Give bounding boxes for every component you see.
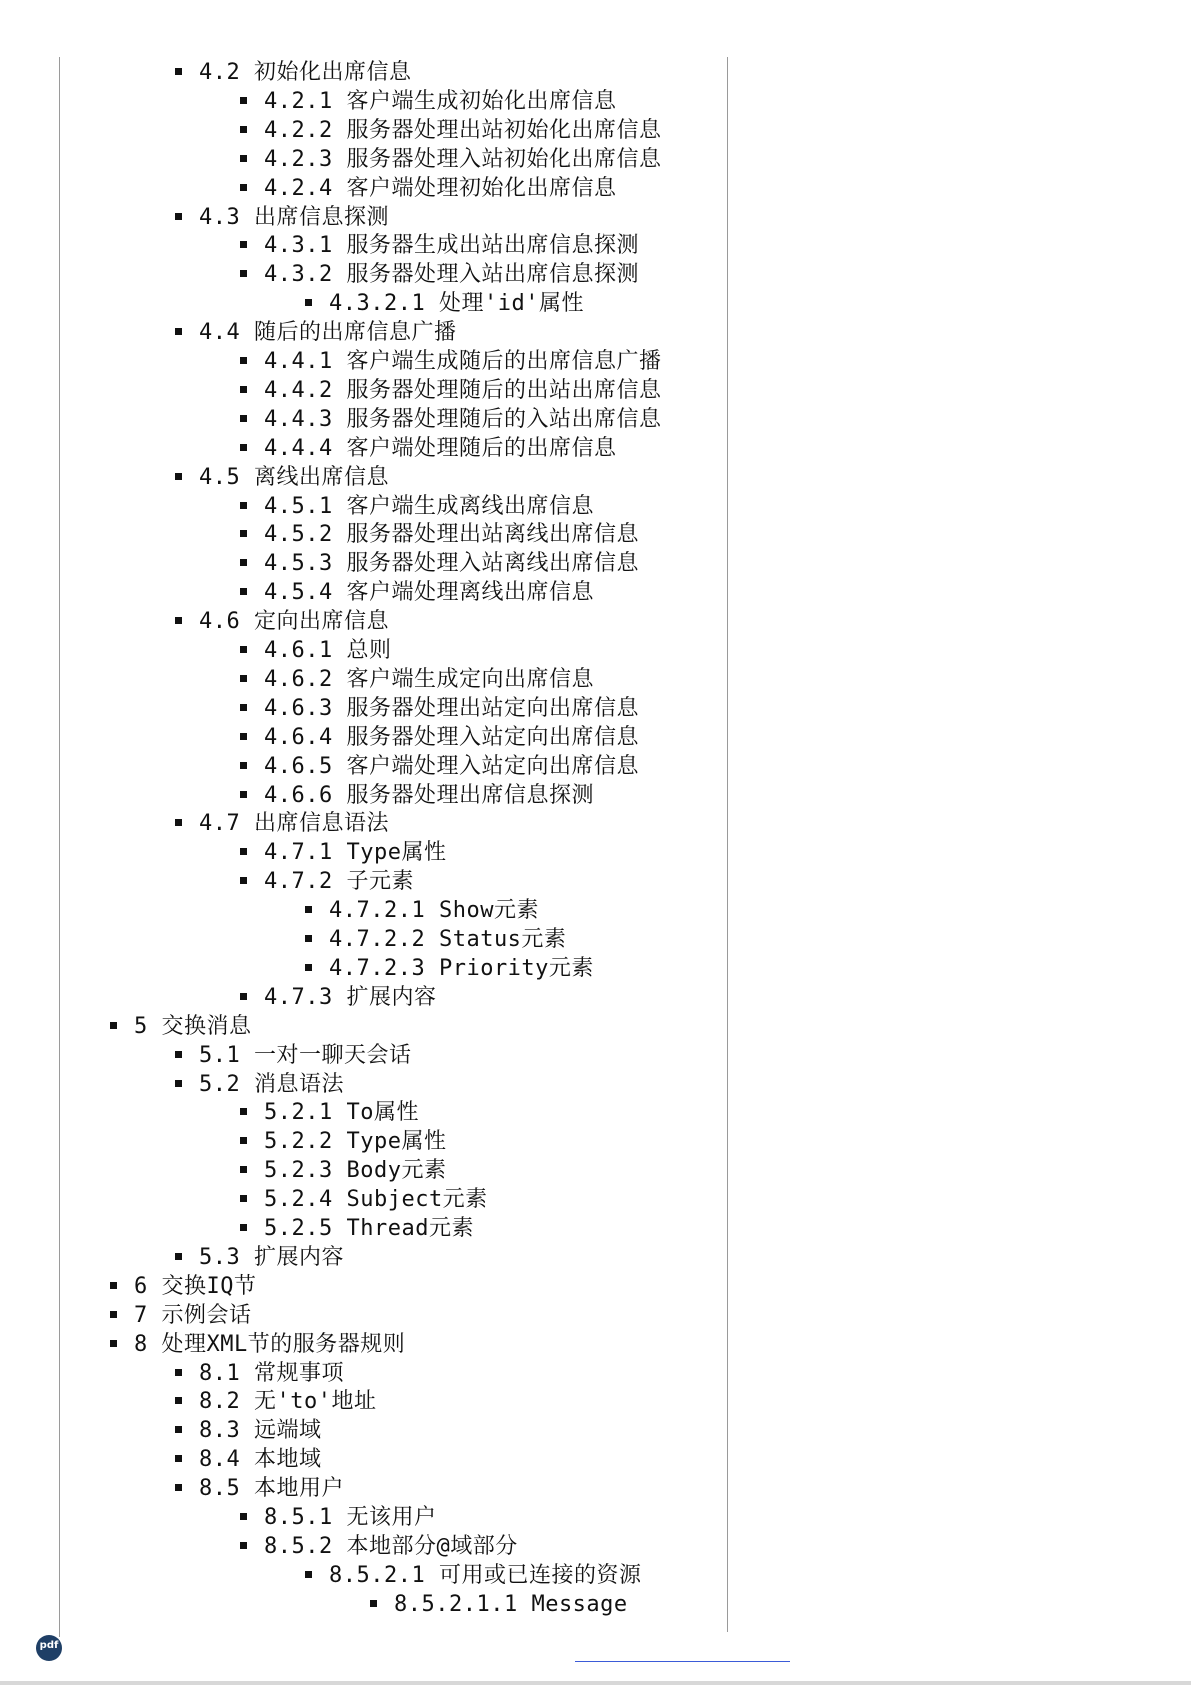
bullet-icon <box>175 617 182 624</box>
toc-entry-label: 4.6.6 服务器处理出席信息探测 <box>264 783 594 808</box>
bullet-icon <box>240 97 247 104</box>
bullet-icon <box>240 155 247 162</box>
toc-entry-label: 8.5.1 无该用户 <box>264 1505 437 1530</box>
toc-entry-label: 8 处理XML节的服务器规则 <box>134 1332 406 1357</box>
bullet-icon <box>175 1397 182 1404</box>
toc-entry-label: 4.3 出席信息探测 <box>199 205 389 230</box>
bullet-icon <box>240 704 247 711</box>
toc-entry-label: 8.2 无'to'地址 <box>199 1389 377 1414</box>
pdf-logo-text: pdf <box>39 1640 59 1651</box>
bullet-icon <box>110 1340 117 1347</box>
toc-entry-label: 5.1 一对一聊天会话 <box>199 1043 412 1068</box>
toc-entry-label: 4.4.1 客户端生成随后的出席信息广播 <box>264 349 662 374</box>
footer-link-underline[interactable] <box>575 1661 790 1662</box>
toc-entry-label: 4.4.4 客户端处理随后的出席信息 <box>264 436 617 461</box>
bullet-icon <box>240 1166 247 1173</box>
toc-entry-label: 4.3.2.1 处理'id'属性 <box>329 291 584 316</box>
toc-entry-label: 5 交换消息 <box>134 1014 252 1039</box>
bullet-icon <box>240 762 247 769</box>
toc-entry-label: 4.6.5 客户端处理入站定向出席信息 <box>264 754 639 779</box>
toc-entry-label: 5.2.3 Body元素 <box>264 1158 447 1183</box>
bullet-icon <box>175 1426 182 1433</box>
toc-entry-label: 4.7.2.1 Show元素 <box>329 898 539 923</box>
toc-entry-label: 4.3.2 服务器处理入站出席信息探测 <box>264 262 639 287</box>
toc-entry-label: 4.7.2.3 Priority元素 <box>329 956 594 981</box>
toc-entry-label: 4.2.4 客户端处理初始化出席信息 <box>264 176 617 201</box>
toc-entry-label: 4.6.1 总则 <box>264 638 392 663</box>
toc-entry-label: 7 示例会话 <box>134 1303 252 1328</box>
toc-entry-label: 4.7.2.2 Status元素 <box>329 927 567 952</box>
bullet-icon <box>240 791 247 798</box>
bullet-icon <box>175 1051 182 1058</box>
bullet-icon <box>240 733 247 740</box>
bullet-icon <box>240 646 247 653</box>
toc-entry-label: 4.2.2 服务器处理出站初始化出席信息 <box>264 118 662 143</box>
toc-entry-label: 4.7 出席信息语法 <box>199 811 389 836</box>
toc-entry-label: 8.5.2.1 可用或已连接的资源 <box>329 1563 642 1588</box>
bullet-icon <box>175 1369 182 1376</box>
bullet-icon <box>175 1484 182 1491</box>
toc-entry-label: 5.2.2 Type属性 <box>264 1129 447 1154</box>
toc-entry-label: 8.5.2.1.1 Message <box>394 1592 628 1617</box>
bullet-icon <box>240 848 247 855</box>
bullet-icon <box>240 993 247 1000</box>
bullet-icon <box>175 1455 182 1462</box>
left-page-rule <box>59 57 60 1637</box>
bullet-icon <box>240 502 247 509</box>
toc-entry-label: 8.1 常规事项 <box>199 1361 344 1386</box>
toc-entry-label: 4.4 随后的出席信息广播 <box>199 320 457 345</box>
bullet-icon <box>175 1253 182 1260</box>
bullet-icon <box>240 126 247 133</box>
page-bottom-edge <box>0 1681 1191 1685</box>
toc-entry-label: 4.6.3 服务器处理出站定向出席信息 <box>264 696 639 721</box>
right-column-rule <box>727 57 728 1632</box>
bullet-icon <box>240 1137 247 1144</box>
bullet-icon <box>240 1108 247 1115</box>
bullet-icon <box>175 328 182 335</box>
toc-entry-label: 5.2.1 To属性 <box>264 1100 419 1125</box>
bullet-icon <box>240 1542 247 1549</box>
toc-entry-label: 4.5.1 客户端生成离线出席信息 <box>264 494 594 519</box>
toc-entry-label: 8.3 远端域 <box>199 1418 322 1443</box>
bullet-icon <box>175 213 182 220</box>
toc-entry-label: 5.2.5 Thread元素 <box>264 1216 474 1241</box>
toc-entry-label: 4.2.1 客户端生成初始化出席信息 <box>264 89 617 114</box>
bullet-icon <box>175 473 182 480</box>
bullet-icon <box>305 935 312 942</box>
bullet-icon <box>240 877 247 884</box>
bullet-icon <box>110 1282 117 1289</box>
toc-entry-label: 6 交换IQ节 <box>134 1274 257 1299</box>
toc-entry-label: 8.5.2 本地部分@域部分 <box>264 1534 518 1559</box>
bullet-icon <box>240 1513 247 1520</box>
toc-entry-label: 4.5.2 服务器处理出站离线出席信息 <box>264 522 639 547</box>
toc-entry-label: 4.6.4 服务器处理入站定向出席信息 <box>264 725 639 750</box>
bullet-icon <box>240 386 247 393</box>
toc-entry-label: 5.2 消息语法 <box>199 1072 344 1097</box>
toc-entry-label: 5.3 扩展内容 <box>199 1245 344 1270</box>
bullet-icon <box>240 357 247 364</box>
bullet-icon <box>175 1080 182 1087</box>
toc-entry-label: 8.5 本地用户 <box>199 1476 344 1501</box>
bullet-icon <box>240 675 247 682</box>
toc-entry-label: 4.2 初始化出席信息 <box>199 60 412 85</box>
toc-entry-label: 4.5 离线出席信息 <box>199 465 389 490</box>
toc-entry-label: 4.7.1 Type属性 <box>264 840 447 865</box>
bullet-icon <box>175 68 182 75</box>
toc-entry-label: 4.4.3 服务器处理随后的入站出席信息 <box>264 407 662 432</box>
bullet-icon <box>110 1311 117 1318</box>
bullet-icon <box>240 444 247 451</box>
toc-entry-label: 4.3.1 服务器生成出站出席信息探测 <box>264 233 639 258</box>
bullet-icon <box>305 906 312 913</box>
bullet-icon <box>240 241 247 248</box>
bullet-icon <box>240 530 247 537</box>
toc-entry-label: 8.4 本地域 <box>199 1447 322 1472</box>
toc-entry-label: 4.5.4 客户端处理离线出席信息 <box>264 580 594 605</box>
bullet-icon <box>240 270 247 277</box>
bullet-icon <box>305 1571 312 1578</box>
bullet-icon <box>240 1195 247 1202</box>
toc-entry-label: 4.6.2 客户端生成定向出席信息 <box>264 667 594 692</box>
bullet-icon <box>305 964 312 971</box>
bullet-icon <box>370 1600 377 1607</box>
bullet-icon <box>305 299 312 306</box>
bullet-icon <box>240 184 247 191</box>
toc-entry-label: 4.4.2 服务器处理随后的出站出席信息 <box>264 378 662 403</box>
bullet-icon <box>110 1022 117 1029</box>
bullet-icon <box>240 1224 247 1231</box>
toc-entry-label: 4.7.3 扩展内容 <box>264 985 437 1010</box>
toc-entry-label: 4.2.3 服务器处理入站初始化出席信息 <box>264 147 662 172</box>
toc-entry-label: 5.2.4 Subject元素 <box>264 1187 488 1212</box>
bullet-icon <box>240 559 247 566</box>
bullet-icon <box>240 415 247 422</box>
toc-entry-label: 4.5.3 服务器处理入站离线出席信息 <box>264 551 639 576</box>
toc-entry-label: 4.7.2 子元素 <box>264 869 414 894</box>
bullet-icon <box>175 819 182 826</box>
toc-entry-label: 4.6 定向出席信息 <box>199 609 389 634</box>
bullet-icon <box>240 588 247 595</box>
pdf-logo-icon <box>36 1635 62 1661</box>
